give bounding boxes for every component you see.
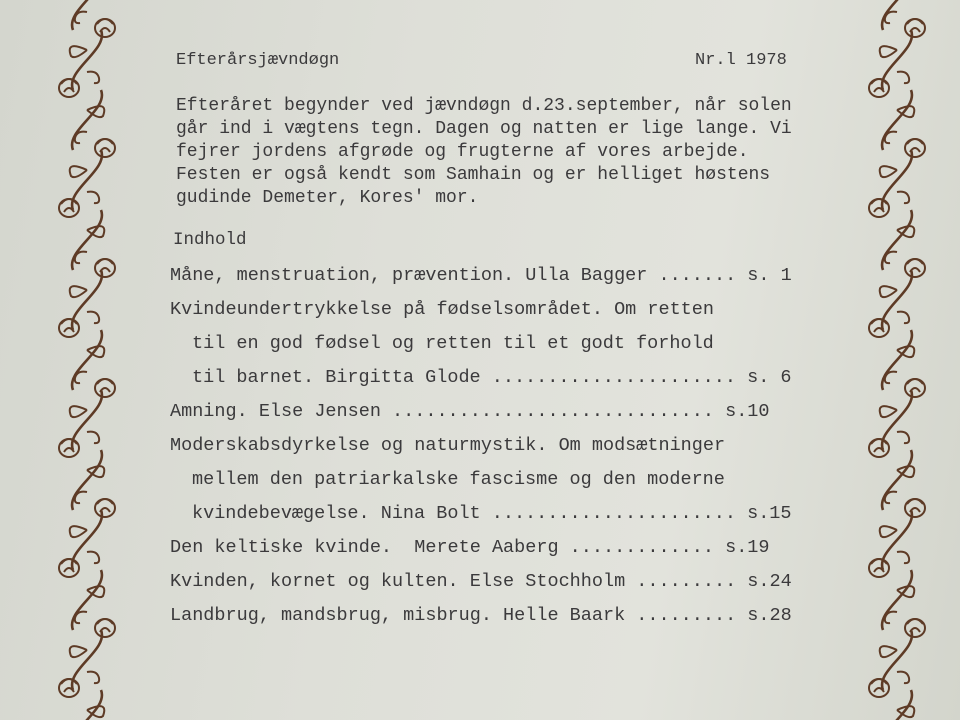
- toc-entry-continuation: kvindebevægelse. Nina Bolt ...................... s.15: [192, 503, 792, 524]
- issue-number: Nr.l 1978: [695, 51, 787, 70]
- toc-entry-continuation: til en god fødsel og retten til et godt forhold: [192, 333, 714, 354]
- publication-title: Efterårsjævndøgn: [176, 51, 340, 70]
- toc-entry: Landbrug, mandsbrug, misbrug. Helle Baark ......... s.28: [170, 605, 792, 626]
- left-floral-border: [52, 0, 122, 720]
- toc-entry: Den keltiske kvinde. Merete Aaberg ............. s.19: [170, 537, 770, 558]
- toc-entry: Måne, menstruation, prævention. Ulla Bagger ....... s. 1: [170, 265, 792, 286]
- toc-entry: Kvindeundertrykkelse på fødselsområdet. Om retten: [170, 299, 714, 320]
- intro-line: Festen er også kendt som Samhain og er helliget høstens: [176, 165, 771, 185]
- toc-entry: Amning. Else Jensen ............................. s.10: [170, 401, 770, 422]
- floral-vine-ornament: [52, 0, 122, 720]
- toc-entry: Kvinden, kornet og kulten. Else Stochholm ......... s.24: [170, 571, 792, 592]
- intro-line: Efteråret begynder ved jævndøgn d.23.september, når solen: [176, 96, 792, 116]
- intro-line: går ind i vægtens tegn. Dagen og natten er lige lange. Vi: [176, 119, 792, 139]
- intro-line: fejrer jordens afgrøde og frugterne af vores arbejde.: [176, 142, 749, 162]
- toc-entry-continuation: mellem den patriarkalske fascisme og den moderne: [192, 469, 725, 490]
- intro-line: gudinde Demeter, Kores' mor.: [176, 188, 479, 208]
- toc-entry: Moderskabsdyrkelse og naturmystik. Om modsætninger: [170, 435, 726, 456]
- toc-entry-continuation: til barnet. Birgitta Glode ...................... s. 6: [192, 367, 792, 388]
- toc-heading: Indhold: [173, 230, 247, 250]
- right-floral-border: [862, 0, 932, 720]
- floral-vine-ornament: [862, 0, 932, 720]
